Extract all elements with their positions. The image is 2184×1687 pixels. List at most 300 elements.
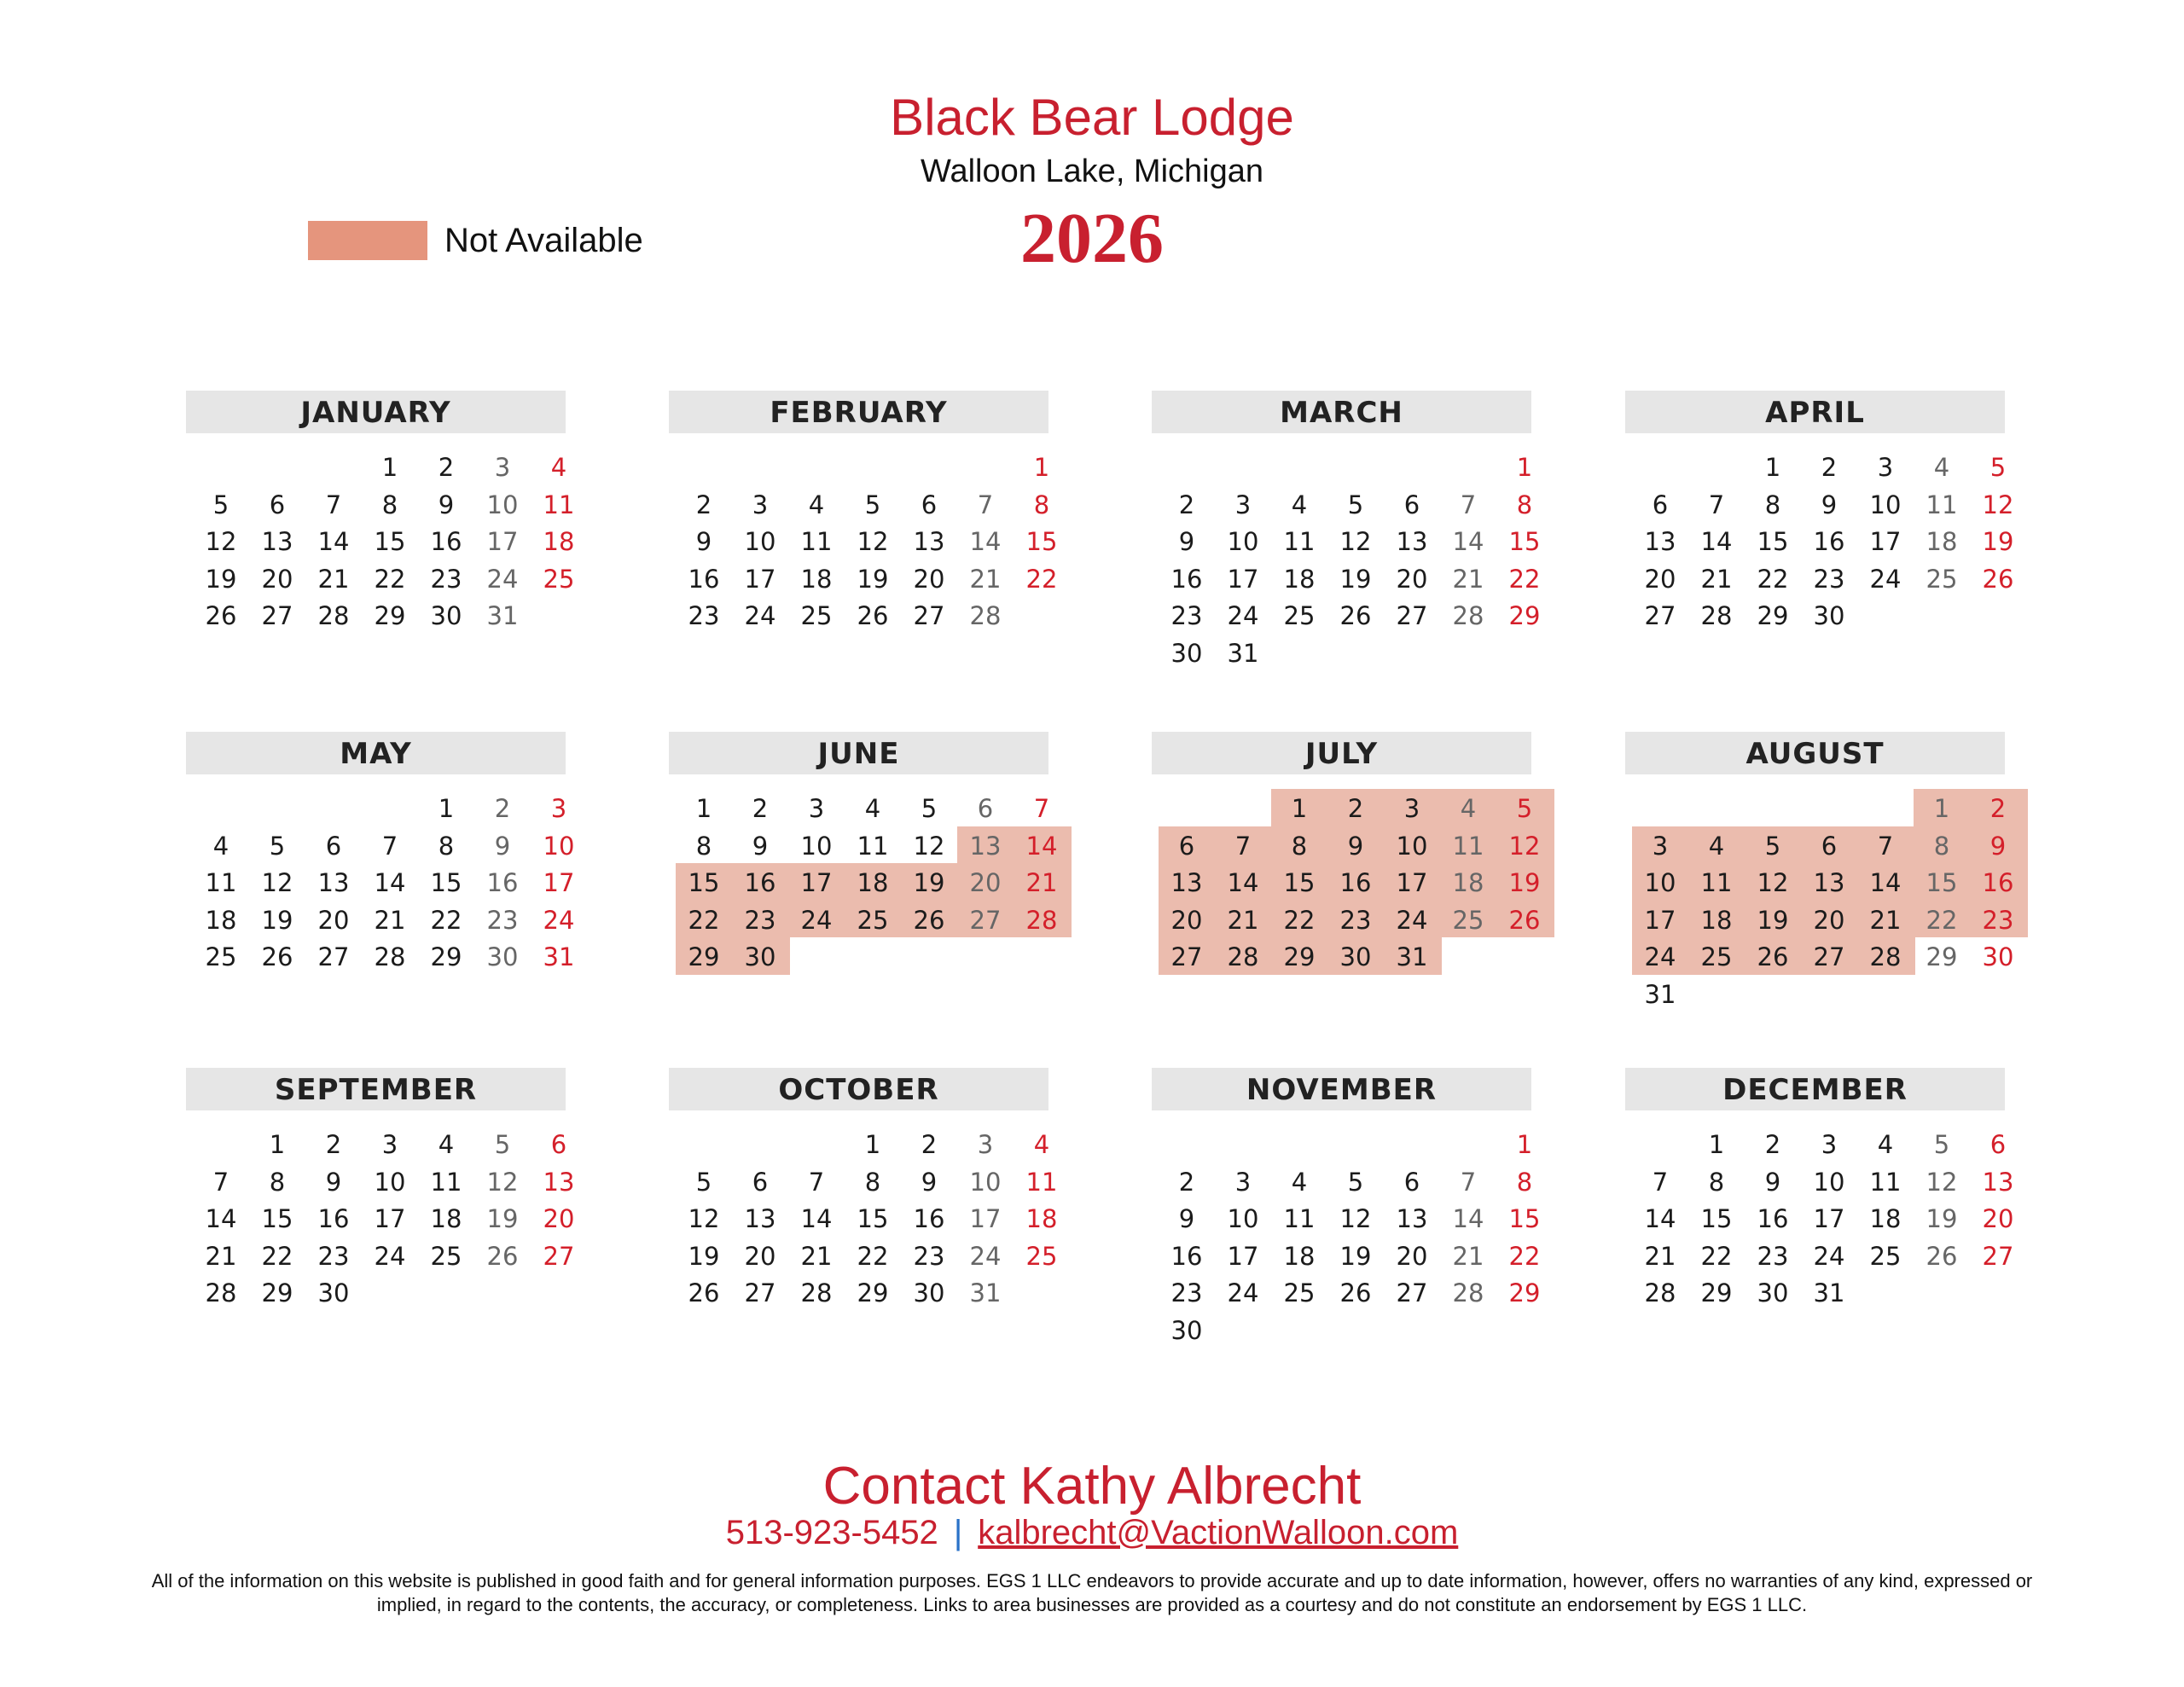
day-cell: 28 [317,601,350,630]
day-cell: 14 [1452,1204,1484,1233]
day-cell: 5 [1516,794,1533,823]
month-name: MARCH [1152,391,1531,433]
day-cell: 24 [800,905,833,935]
day-cell: 29 [1508,601,1541,630]
day-cell: 20 [744,1241,776,1271]
day-cell: 11 [800,527,833,556]
day-cell: 16 [486,868,519,897]
day-cell: 11 [1869,1167,1902,1197]
day-cell: 2 [1347,794,1364,823]
day-cell: 26 [261,942,293,971]
day-cell: 8 [1516,1167,1533,1197]
day-cell: 16 [1170,564,1203,594]
day-cell: 16 [1170,1241,1203,1271]
day-cell: 24 [1227,601,1259,630]
day-cell: 1 [269,1130,286,1159]
day-cell: 8 [1764,490,1781,519]
day-cell: 15 [1025,527,1058,556]
day-cell: 23 [1339,905,1372,935]
month-name: JUNE [669,732,1048,774]
day-cell: 22 [1508,564,1541,594]
month-name: FEBRUARY [669,391,1048,433]
day-cell: 27 [1396,1278,1428,1307]
day-cell: 5 [269,831,286,861]
month-name: JANUARY [186,391,566,433]
day-cell: 11 [1025,1167,1058,1197]
day-cell: 19 [1982,527,2014,556]
day-cell: 16 [744,868,776,897]
day-cell: 18 [1700,905,1733,935]
day-cell: 20 [543,1204,575,1233]
day-cell: 27 [317,942,350,971]
day-cell: 25 [1452,905,1484,935]
day-cell: 2 [1178,490,1195,519]
day-cell: 4 [808,490,825,519]
day-cell: 31 [543,942,575,971]
day-cell: 13 [1982,1167,2014,1197]
day-cell: 16 [688,564,720,594]
day-cell: 14 [1452,527,1484,556]
day-cell: 5 [921,794,938,823]
day-cell: 11 [205,868,237,897]
day-cell: 4 [1291,490,1308,519]
month-june [669,732,1058,1056]
day-cell: 21 [1700,564,1733,594]
day-cell: 11 [1452,831,1484,861]
day-cell: 29 [1757,601,1789,630]
day-cell: 18 [1452,868,1484,897]
day-cell: 11 [1283,1204,1316,1233]
day-cell: 16 [1982,868,2014,897]
day-cell: 21 [800,1241,833,1271]
day-cell: 28 [1227,942,1259,971]
day-cell: 2 [752,794,769,823]
day-cell: 26 [1757,942,1789,971]
day-cell: 26 [857,601,889,630]
day-cell: 9 [695,527,712,556]
day-cell: 3 [1234,1167,1252,1197]
day-cell: 8 [381,490,398,519]
day-cell: 29 [374,601,406,630]
day-cell: 6 [921,490,938,519]
day-cell: 26 [486,1241,519,1271]
day-cell: 28 [800,1278,833,1307]
month-september [186,1068,575,1392]
day-cell: 10 [800,831,833,861]
day-cell: 6 [1403,1167,1420,1197]
day-cell: 10 [1227,1204,1259,1233]
day-cell: 6 [550,1130,567,1159]
day-cell: 6 [1821,831,1838,861]
day-cell: 18 [205,905,237,935]
day-cell: 24 [543,905,575,935]
day-cell: 24 [1813,1241,1845,1271]
day-cell: 16 [913,1204,945,1233]
day-cell: 2 [1764,1130,1781,1159]
day-cell: 28 [1869,942,1902,971]
disclaimer-text: All of the information on this website is published in good faith and for general information purposes. EGS 1 LLC endeavors to provide accurate and up to date information, however, offers no warranties of any kind, expressed or implied, in regard to the contents, the accuracy, or completeness. Links to area businesses are provided as a courtesy and do not constitute an endorsement by EGS 1 LLC. [151,1570,2033,1615]
day-cell: 21 [205,1241,237,1271]
day-cell: 22 [430,905,462,935]
day-cell: 15 [1283,868,1316,897]
day-cell: 22 [374,564,406,594]
day-cell: 31 [1227,638,1259,668]
day-cell: 30 [1170,638,1203,668]
day-cell: 19 [1339,1241,1372,1271]
day-cell: 15 [1508,1204,1541,1233]
day-cell: 20 [317,905,350,935]
day-cell: 11 [543,490,575,519]
day-cell: 3 [1821,1130,1838,1159]
location-subtitle: Walloon Lake, Michigan [920,154,1264,189]
day-cell: 7 [808,1167,825,1197]
day-cell: 30 [1813,601,1845,630]
day-cell: 29 [1926,942,1958,971]
day-cell: 3 [1403,794,1420,823]
month-march [1152,391,1541,715]
day-cell: 8 [1033,490,1050,519]
day-cell: 14 [1227,868,1259,897]
day-cell: 5 [1989,453,2007,482]
day-cell: 8 [695,831,712,861]
day-cell: 18 [543,527,575,556]
day-cell: 31 [1644,979,1676,1009]
day-cell: 15 [1926,868,1958,897]
day-cell: 3 [808,794,825,823]
day-cell: 30 [486,942,519,971]
month-name: APRIL [1625,391,2005,433]
day-cell: 26 [1982,564,2014,594]
day-cell: 9 [1821,490,1838,519]
day-cell: 25 [1926,564,1958,594]
day-cell: 21 [1227,905,1259,935]
day-cell: 17 [1869,527,1902,556]
day-cell: 12 [1757,868,1789,897]
day-cell: 23 [1813,564,1845,594]
day-cell: 7 [1234,831,1252,861]
day-cell: 19 [1757,905,1789,935]
day-cell: 25 [543,564,575,594]
day-cell: 18 [1869,1204,1902,1233]
day-cell: 11 [430,1167,462,1197]
day-cell: 6 [1403,490,1420,519]
day-cell: 3 [752,490,769,519]
day-cell: 9 [921,1167,938,1197]
day-cell: 30 [1757,1278,1789,1307]
day-cell: 13 [1396,1204,1428,1233]
day-cell: 20 [913,564,945,594]
day-cell: 17 [543,868,575,897]
contact-heading: Contact Kathy Albrecht [822,1457,1362,1516]
day-cell: 8 [864,1167,881,1197]
day-cell: 27 [1396,601,1428,630]
contact-phone[interactable]: 513-923-5452 [725,1514,938,1551]
day-cell: 20 [1170,905,1203,935]
day-cell: 11 [1926,490,1958,519]
day-cell: 4 [1460,794,1477,823]
day-cell: 9 [438,490,455,519]
day-cell: 20 [969,868,1002,897]
day-cell: 26 [1508,905,1541,935]
day-cell: 7 [1708,490,1725,519]
day-cell: 25 [205,942,237,971]
day-cell: 22 [1283,905,1316,935]
day-cell: 15 [1757,527,1789,556]
day-cell: 12 [486,1167,519,1197]
day-cell: 29 [1283,942,1316,971]
day-cell: 4 [438,1130,455,1159]
month-name: AUGUST [1625,732,2005,774]
day-cell: 19 [205,564,237,594]
day-cell: 3 [381,1130,398,1159]
day-cell: 13 [913,527,945,556]
month-name: DECEMBER [1625,1068,2005,1110]
day-cell: 23 [913,1241,945,1271]
day-cell: 13 [1813,868,1845,897]
day-cell: 9 [1764,1167,1781,1197]
day-cell: 30 [744,942,776,971]
day-cell: 24 [486,564,519,594]
day-cell: 6 [269,490,286,519]
day-cell: 21 [1644,1241,1676,1271]
day-cell: 13 [1644,527,1676,556]
day-cell: 22 [1025,564,1058,594]
day-cell: 4 [1033,1130,1050,1159]
day-cell: 2 [1178,1167,1195,1197]
day-cell: 1 [1764,453,1781,482]
day-cell: 10 [1813,1167,1845,1197]
month-name: NOVEMBER [1152,1068,1531,1110]
day-cell: 7 [1033,794,1050,823]
day-cell: 12 [205,527,237,556]
month-name: SEPTEMBER [186,1068,566,1110]
day-cell: 5 [1764,831,1781,861]
contact-separator: | [953,1514,963,1551]
day-cell: 6 [1989,1130,2007,1159]
day-cell: 17 [744,564,776,594]
day-cell: 17 [1227,564,1259,594]
day-cell: 10 [1644,868,1676,897]
day-cell: 17 [1227,1241,1259,1271]
day-cell: 12 [261,868,293,897]
day-cell: 13 [744,1204,776,1233]
day-cell: 17 [969,1204,1002,1233]
day-cell: 4 [864,794,881,823]
day-cell: 6 [752,1167,769,1197]
day-cell: 25 [1283,601,1316,630]
day-cell: 25 [1700,942,1733,971]
day-cell: 18 [857,868,889,897]
day-cell: 20 [1813,905,1845,935]
day-cell: 10 [1869,490,1902,519]
day-cell: 9 [1347,831,1364,861]
day-cell: 28 [1452,1278,1484,1307]
day-cell: 18 [430,1204,462,1233]
day-cell: 30 [317,1278,350,1307]
day-cell: 13 [543,1167,575,1197]
day-cell: 19 [1926,1204,1958,1233]
day-cell: 1 [695,794,712,823]
day-cell: 22 [688,905,720,935]
day-cell: 12 [1339,527,1372,556]
day-cell: 4 [1291,1167,1308,1197]
day-cell: 24 [1396,905,1428,935]
day-cell: 12 [1339,1204,1372,1233]
day-cell: 20 [261,564,293,594]
day-cell: 10 [374,1167,406,1197]
day-cell: 9 [752,831,769,861]
day-cell: 9 [325,1167,342,1197]
day-cell: 28 [374,942,406,971]
day-cell: 13 [261,527,293,556]
day-cell: 28 [1025,905,1058,935]
day-cell: 1 [1516,453,1533,482]
day-cell: 20 [1396,1241,1428,1271]
day-cell: 12 [1508,831,1541,861]
day-cell: 24 [969,1241,1002,1271]
day-cell: 5 [1347,1167,1364,1197]
day-cell: 27 [1170,942,1203,971]
day-cell: 23 [430,564,462,594]
day-cell: 2 [695,490,712,519]
day-cell: 31 [969,1278,1002,1307]
day-cell: 5 [864,490,881,519]
day-cell: 2 [921,1130,938,1159]
day-cell: 26 [913,905,945,935]
day-cell: 5 [494,1130,511,1159]
day-cell: 21 [317,564,350,594]
day-cell: 25 [1869,1241,1902,1271]
day-cell: 31 [1396,942,1428,971]
day-cell: 15 [261,1204,293,1233]
day-cell: 17 [1813,1204,1845,1233]
day-cell: 31 [486,601,519,630]
day-cell: 14 [969,527,1002,556]
day-cell: 29 [1700,1278,1733,1307]
day-cell: 22 [1926,905,1958,935]
month-may [186,732,575,1056]
day-cell: 12 [857,527,889,556]
day-cell: 3 [977,1130,994,1159]
day-cell: 18 [1025,1204,1058,1233]
month-name: JULY [1152,732,1531,774]
day-cell: 23 [688,601,720,630]
day-cell: 23 [1170,1278,1203,1307]
day-cell: 7 [1652,1167,1669,1197]
day-cell: 2 [325,1130,342,1159]
day-cell: 4 [1933,453,1950,482]
day-cell: 11 [1283,527,1316,556]
day-cell: 19 [486,1204,519,1233]
day-cell: 22 [1757,564,1789,594]
day-cell: 8 [1516,490,1533,519]
day-cell: 25 [800,601,833,630]
month-october [669,1068,1058,1392]
day-cell: 9 [494,831,511,861]
day-cell: 28 [1452,601,1484,630]
day-cell: 25 [1283,1278,1316,1307]
day-cell: 6 [1178,831,1195,861]
day-cell: 2 [1989,794,2007,823]
day-cell: 26 [1339,1278,1372,1307]
day-cell: 8 [1708,1167,1725,1197]
contact-line [0,1512,2184,1553]
day-cell: 19 [1339,564,1372,594]
day-cell: 1 [438,794,455,823]
day-cell: 1 [1708,1130,1725,1159]
day-cell: 9 [1178,527,1195,556]
day-cell: 14 [205,1204,237,1233]
month-name: MAY [186,732,566,774]
day-cell: 13 [1396,527,1428,556]
day-cell: 16 [317,1204,350,1233]
day-cell: 8 [1291,831,1308,861]
month-name: OCTOBER [669,1068,1048,1110]
day-cell: 9 [1178,1204,1195,1233]
day-cell: 28 [1700,601,1733,630]
day-cell: 14 [1644,1204,1676,1233]
day-cell: 12 [1982,490,2014,519]
day-cell: 6 [977,794,994,823]
day-cell: 4 [1877,1130,1894,1159]
day-cell: 8 [438,831,455,861]
day-cell: 17 [486,527,519,556]
day-cell: 7 [381,831,398,861]
day-cell: 28 [1644,1278,1676,1307]
day-cell: 14 [317,527,350,556]
day-cell: 18 [1283,564,1316,594]
day-cell: 12 [688,1204,720,1233]
day-cell: 17 [374,1204,406,1233]
day-cell: 27 [969,905,1002,935]
day-cell: 17 [1396,868,1428,897]
day-cell: 7 [325,490,342,519]
contact-email-link[interactable]: kalbrecht@VactionWalloon.com [978,1514,1459,1551]
day-cell: 14 [1700,527,1733,556]
day-cell: 3 [550,794,567,823]
day-cell: 10 [1396,831,1428,861]
day-cell: 15 [857,1204,889,1233]
legend-not-available-swatch [308,221,427,260]
day-cell: 25 [430,1241,462,1271]
day-cell: 21 [1025,868,1058,897]
day-cell: 25 [1025,1241,1058,1271]
day-cell: 27 [1813,942,1845,971]
day-cell: 5 [1347,490,1364,519]
day-cell: 27 [1982,1241,2014,1271]
day-cell: 22 [857,1241,889,1271]
day-cell: 4 [1708,831,1725,861]
day-cell: 19 [261,905,293,935]
day-cell: 15 [688,868,720,897]
day-cell: 1 [381,453,398,482]
day-cell: 21 [1452,564,1484,594]
day-cell: 27 [261,601,293,630]
day-cell: 4 [212,831,229,861]
day-cell: 21 [969,564,1002,594]
month-december [1625,1068,2014,1392]
day-cell: 6 [325,831,342,861]
day-cell: 16 [1757,1204,1789,1233]
day-cell: 15 [374,527,406,556]
day-cell: 13 [969,831,1002,861]
month-january [186,391,575,715]
day-cell: 26 [1926,1241,1958,1271]
day-cell: 2 [1821,453,1838,482]
day-cell: 24 [374,1241,406,1271]
day-cell: 3 [1877,453,1894,482]
day-cell: 23 [1982,905,2014,935]
